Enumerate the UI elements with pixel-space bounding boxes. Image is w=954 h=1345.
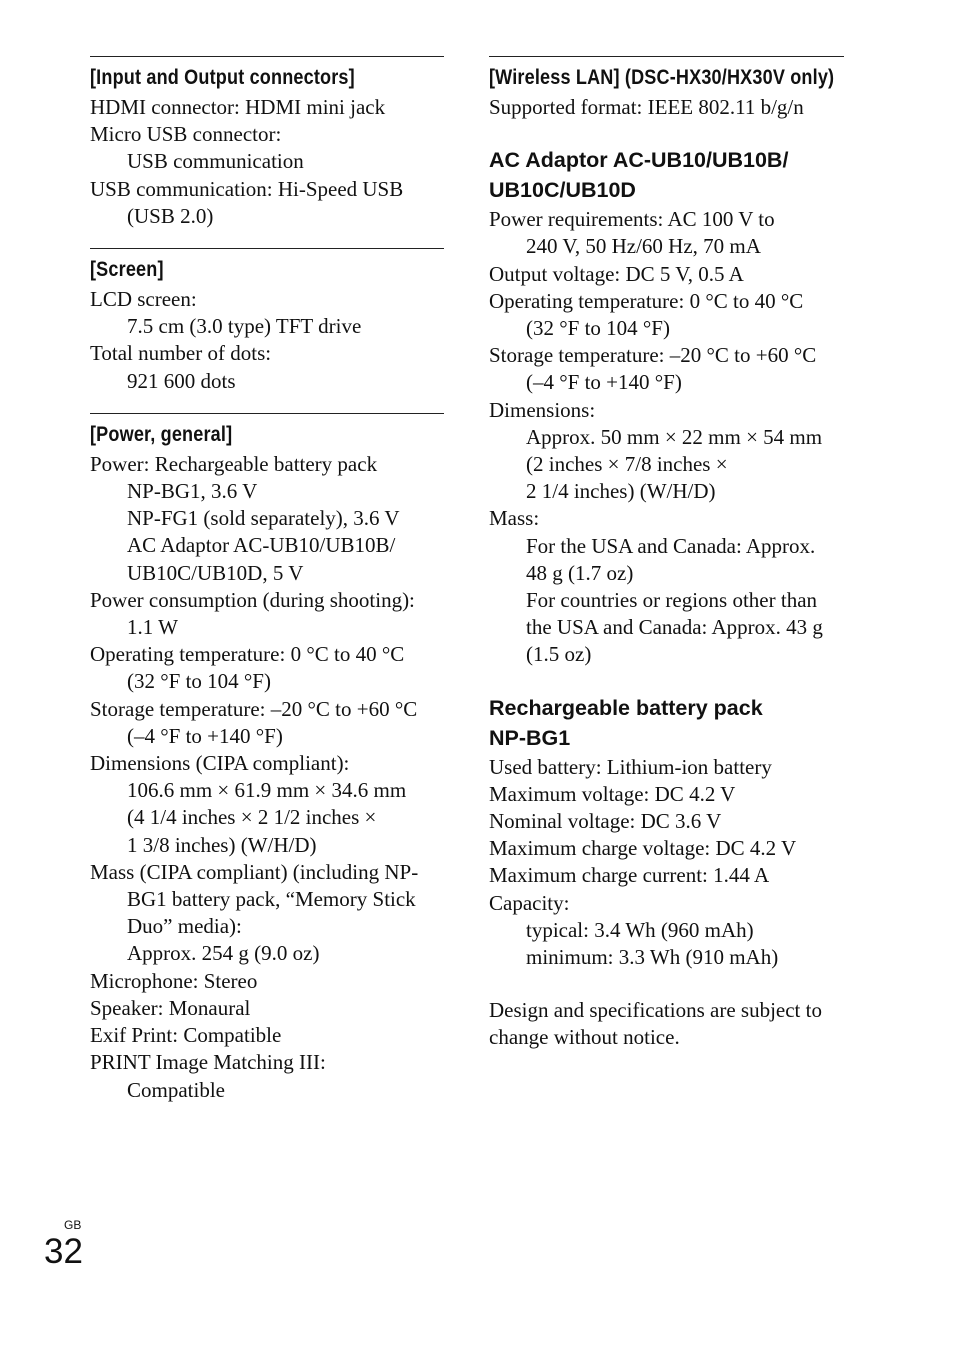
section-heading: [Input and Output connectors] — [90, 66, 355, 89]
spec-line: Capacity: — [489, 890, 570, 915]
heading-line: Rechargeable battery pack — [489, 695, 763, 720]
spec-line: PRINT Image Matching III: — [90, 1050, 326, 1075]
spec-line: Power requirements: AC 100 V to — [489, 207, 775, 232]
section-wireless-lan — [489, 56, 844, 121]
spec-line: 240 V, 50 Hz/60 Hz, 70 mA — [526, 234, 761, 259]
spec-line: minimum: 3.3 Wh (910 mAh) — [526, 945, 779, 970]
heading-line: UB10C/UB10D — [489, 178, 636, 203]
spec-line: HDMI connector: HDMI mini jack — [90, 95, 386, 119]
spec-line: 7.5 cm (3.0 type) TFT drive — [127, 314, 362, 339]
section-heading: [Screen] — [90, 258, 164, 282]
spec-line: Supported format: IEEE 802.11 b/g/n — [489, 95, 804, 119]
spec-line: (32 °F to 104 °F) — [127, 669, 271, 694]
spec-line: 921 600 dots — [127, 368, 236, 393]
page-number: 32 — [44, 1232, 83, 1271]
spec-line: Approx. 254 g (9.0 oz) — [127, 941, 320, 966]
spec-line: Power consumption (during shooting): — [90, 587, 415, 612]
spec-line: (–4 °F to +140 °F) — [526, 370, 682, 395]
spec-line: Operating temperature: 0 °C to 40 °C — [489, 288, 804, 313]
language-code: GB — [64, 1218, 82, 1232]
spec-line: Dimensions: — [489, 397, 596, 422]
spec-line: Compatible — [127, 1077, 225, 1102]
spec-line: 106.6 mm × 61.9 mm × 34.6 mm — [127, 778, 407, 803]
spec-line: Power: Rechargeable battery pack — [90, 451, 378, 476]
spec-line: Storage temperature: –20 °C to +60 °C — [489, 343, 817, 368]
spec-line: 1 3/8 inches) (W/H/D) — [127, 832, 317, 857]
spec-line: (–4 °F to +140 °F) — [127, 723, 283, 748]
right-column — [489, 56, 844, 1052]
spec-line: Nominal voltage: DC 3.6 V — [489, 809, 722, 834]
spec-line: Mass (CIPA compliant) (including NP- — [90, 859, 419, 884]
spec-line: (32 °F to 104 °F) — [526, 316, 670, 341]
spec-line: NP-BG1, 3.6 V — [127, 479, 258, 504]
spec-line: (4 1/4 inches × 2 1/2 inches × — [127, 805, 377, 830]
spec-line: (1.5 oz) — [526, 642, 592, 667]
spec-line: Total number of dots: — [90, 341, 272, 366]
spec-line: Exif Print: Compatible — [90, 1023, 282, 1048]
section-io-connectors — [90, 56, 444, 230]
spec-line: Operating temperature: 0 °C to 40 °C — [90, 642, 405, 667]
section-heading: [Wireless LAN] (DSC-HX30/HX30V only) — [489, 66, 835, 89]
spec-line: Dimensions (CIPA compliant): — [90, 751, 350, 776]
spec-line: USB communication: Hi-Speed USB — [90, 176, 404, 201]
spec-line: 48 g (1.7 oz) — [526, 560, 634, 585]
heading-line: AC Adaptor AC-UB10/UB10B/ — [489, 148, 789, 173]
spec-line: Micro USB connector: — [90, 122, 282, 147]
spec-line: Used battery: Lithium-ion battery — [489, 754, 772, 779]
spec-line: Speaker: Monaural — [90, 995, 251, 1020]
spec-line: Storage temperature: –20 °C to +60 °C — [90, 696, 418, 721]
spec-line: the USA and Canada: Approx. 43 g — [526, 615, 823, 640]
spec-line: BG1 battery pack, “Memory Stick — [127, 887, 416, 912]
spec-line: 2 1/4 inches) (W/H/D) — [526, 479, 716, 504]
section-ac-adaptor — [489, 145, 844, 668]
spec-line: AC Adaptor AC-UB10/UB10B/ — [127, 533, 396, 558]
heading-line: NP-BG1 — [489, 725, 571, 750]
section-battery-pack — [489, 693, 844, 972]
spec-line: For countries or regions other than — [526, 588, 818, 613]
spec-line: (2 inches × 7/8 inches × — [526, 452, 728, 477]
spec-line: USB communication — [127, 149, 304, 174]
notice-text — [489, 997, 844, 1051]
spec-line: Output voltage: DC 5 V, 0.5 A — [489, 261, 744, 286]
spec-line: Mass: — [489, 506, 540, 531]
spec-line: Duo” media): — [127, 914, 242, 939]
spec-line: Maximum charge voltage: DC 4.2 V — [489, 836, 797, 861]
section-heading — [489, 145, 844, 205]
spec-line: (USB 2.0) — [127, 203, 214, 228]
spec-line: NP-FG1 (sold separately), 3.6 V — [127, 506, 400, 531]
spec-line: Maximum voltage: DC 4.2 V — [489, 781, 736, 806]
spec-line: LCD screen: — [90, 287, 197, 312]
spec-line: For the USA and Canada: Approx. — [526, 533, 816, 558]
spec-line: typical: 3.4 Wh (960 mAh) — [526, 917, 754, 942]
section-power-general — [90, 413, 444, 1104]
spec-line: Approx. 50 mm × 22 mm × 54 mm — [526, 424, 823, 449]
section-heading: [Power, general] — [90, 422, 233, 446]
notice-line: change without notice. — [489, 1025, 680, 1050]
section-screen — [90, 248, 444, 395]
section-heading — [489, 693, 844, 753]
spec-line: Maximum charge current: 1.44 A — [489, 863, 770, 888]
spec-line: 1.1 W — [127, 615, 178, 640]
spec-line: UB10C/UB10D, 5 V — [127, 560, 304, 585]
notice-line: Design and specifications are subject to — [489, 998, 822, 1023]
left-column — [90, 56, 444, 1104]
spec-line: Microphone: Stereo — [90, 968, 258, 993]
